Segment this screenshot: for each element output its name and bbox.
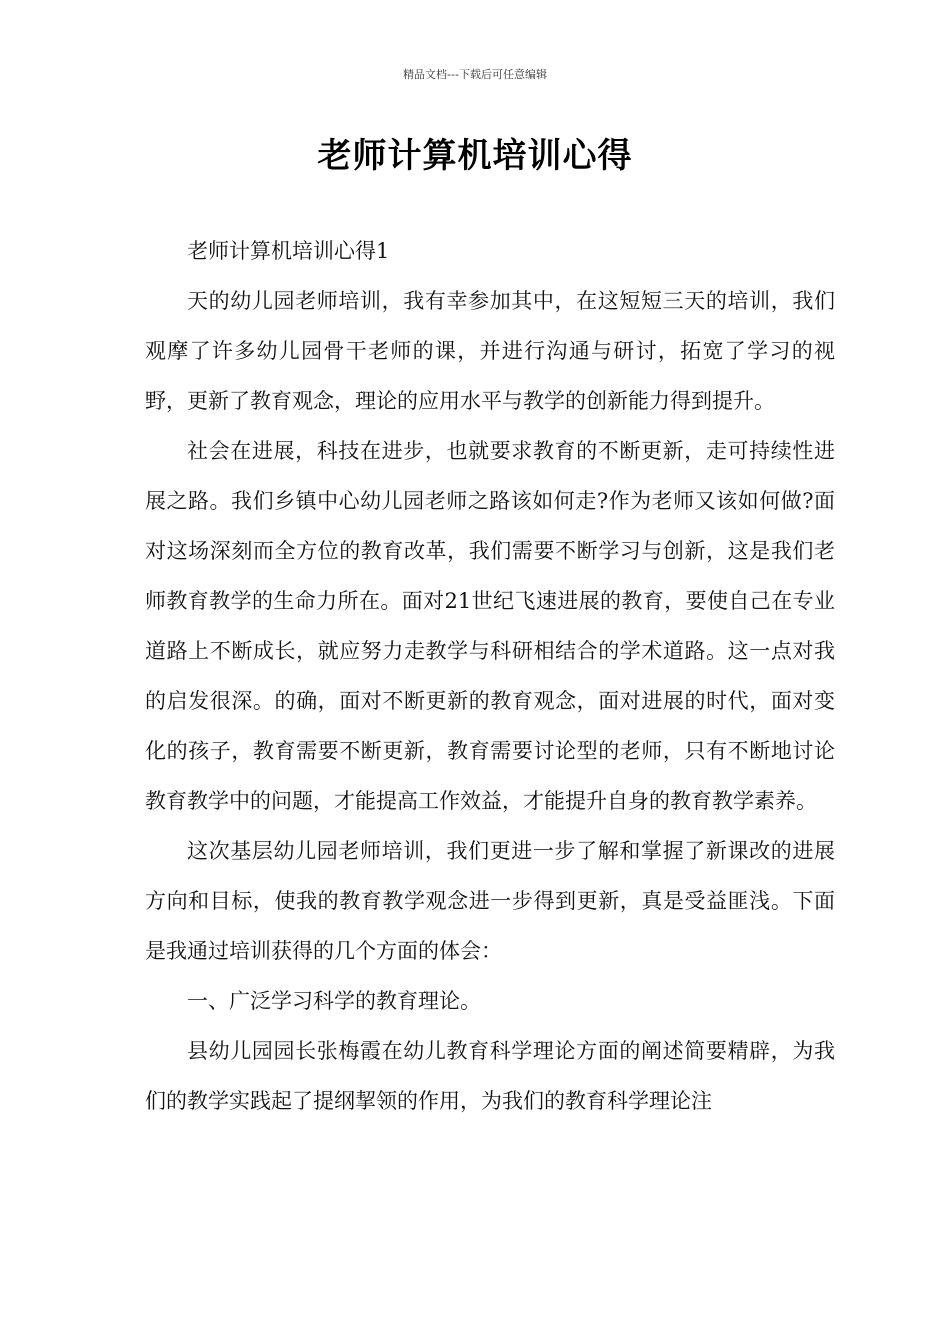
paragraph-5: 县幼儿园园长张梅霞在幼儿教育科学理论方面的阐述简要精辟，为我们的教学实践起了提纲挈领的作用，为我们的教育科学理论注 [145, 1039, 835, 1113]
paragraph-1: 天的幼儿园老师培训，我有幸参加其中，在这短短三天的培训，我们观摩了许多幼儿园骨干老师的课，并进行沟通与研讨，拓宽了学习的视野，更新了教育观念，理论的应用水平与教学的创新能力得到提升。 [145, 289, 835, 413]
paragraph-2: 社会在进展，科技在进步，也就要求教育的不断更新，走可持续性进展之路。我们乡镇中心幼儿园老师之路该如何走?作为老师又该如何做?面对这场深刻而全方位的教育改革，我们需要不断学习与创新，这是我们老师教育教学的生命力所在。面对21世纪飞速进展的教育，要使自己在专业道路上不断成长，就应努力走教学与科研相结合的学术道路。这一点对我的启发很深。的确，面对不断更新的教育观念，面对进展的时代，面对变化的孩子，教育需要不断更新，教育需要讨论型的老师，只有不断地讨论教育教学中的问题，才能提高工作效益，才能提升自身的教育教学素养。 [145, 439, 835, 813]
paragraph-4: 一、广泛学习科学的教育理论。 [187, 989, 481, 1013]
document-title: 老师计算机培训心得 [317, 136, 633, 176]
document-header-note: 精品文档---下载后可任意编辑 [403, 68, 547, 81]
document-body [145, 226, 835, 1126]
section-heading: 老师计算机培训心得1 [187, 239, 390, 263]
paragraph-3: 这次基层幼儿园老师培训，我们更进一步了解和掌握了新课改的进展方向和目标，使我的教育教学观念进一步得到更新，真是受益匪浅。下面是我通过培训获得的几个方面的体会： [145, 839, 835, 963]
